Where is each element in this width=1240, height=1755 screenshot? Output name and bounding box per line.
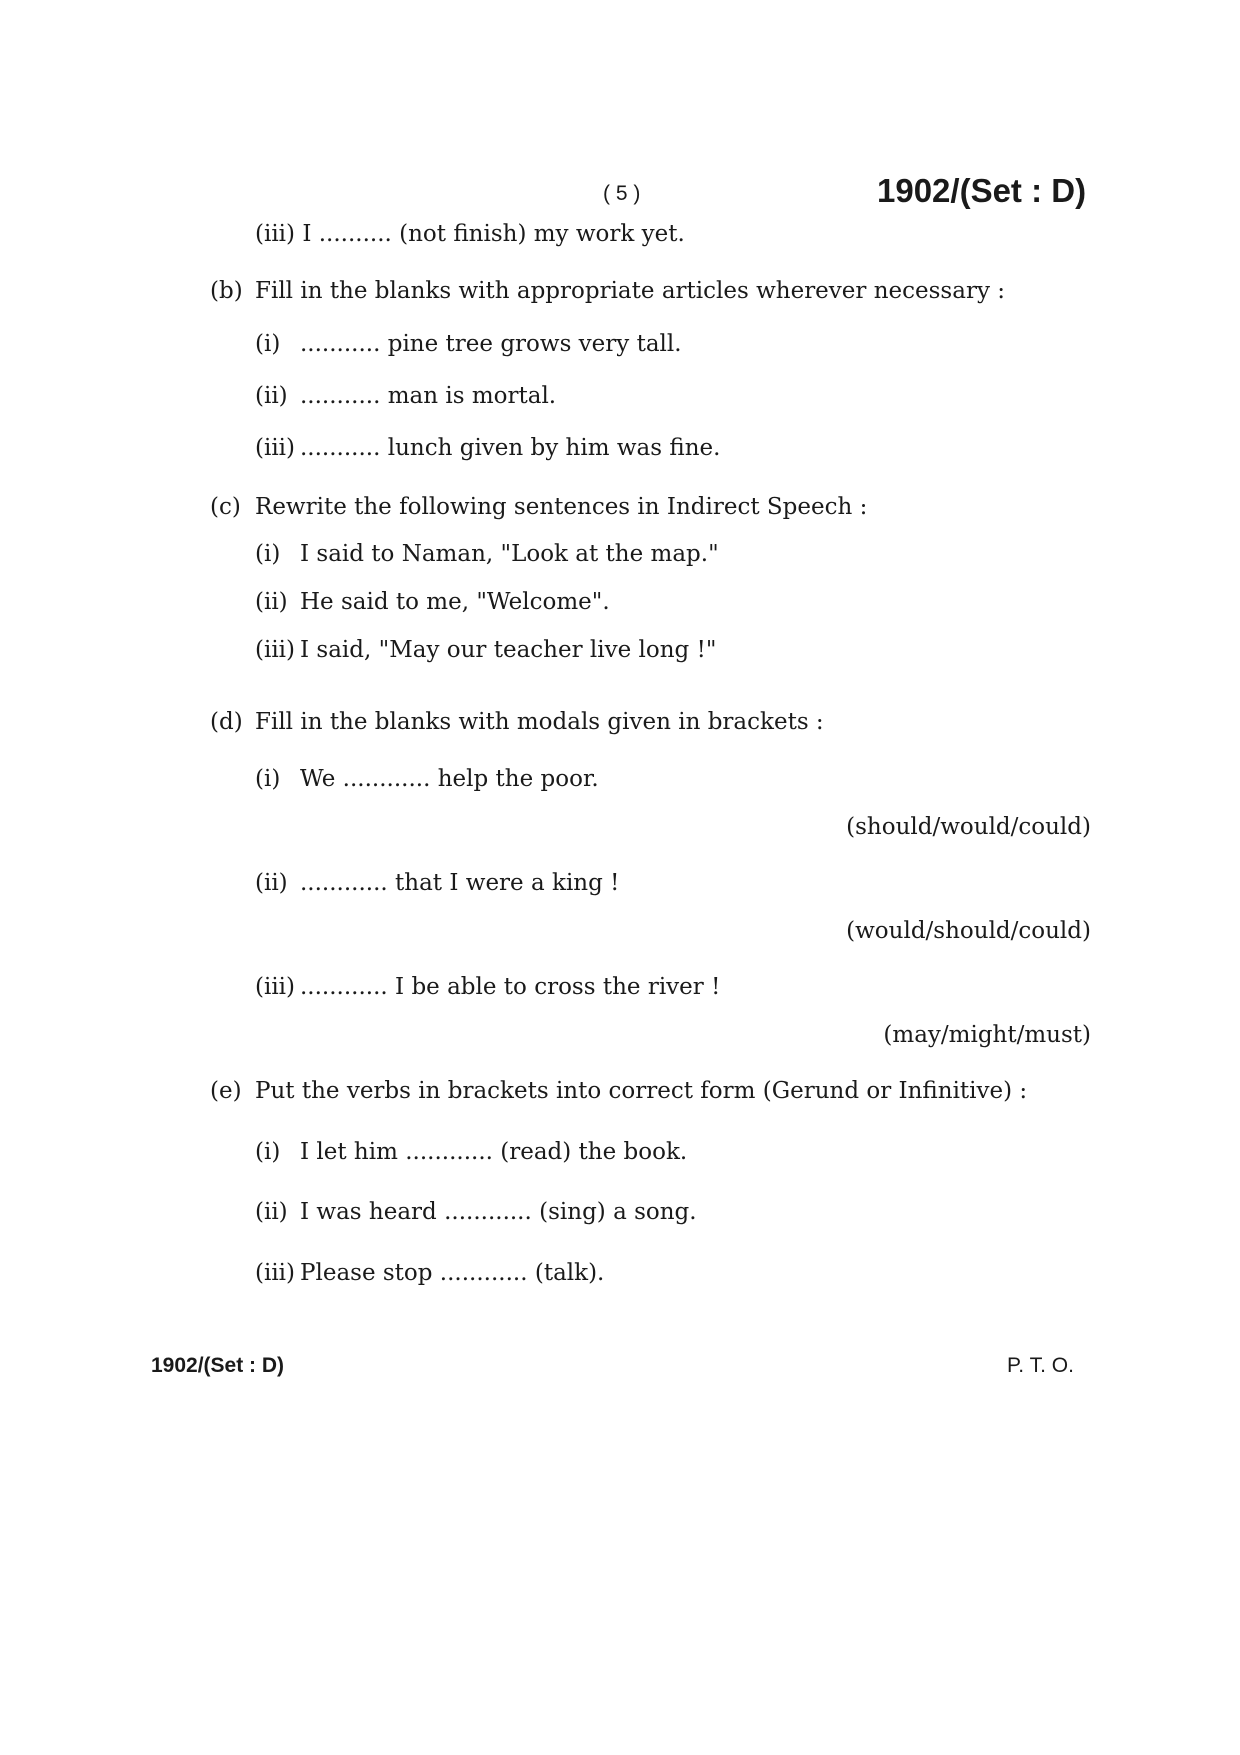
section-e-instruction: Put the verbs in brackets into correct form (Gerund or Infinitive) : — [255, 1078, 1028, 1104]
section-b-item-3-num: (iii) — [255, 435, 296, 461]
section-d-item-2-options: (would/should/could) — [846, 918, 1091, 944]
section-c-item-2: He said to me, "Welcome". — [300, 589, 610, 615]
section-d-item-1: We ............ help the poor. — [300, 766, 599, 792]
section-c-item-3: I said, "May our teacher live long !" — [300, 637, 717, 663]
section-b-item-2-num: (ii) — [255, 383, 288, 409]
section-d-item-3-num: (iii) — [255, 974, 296, 1000]
section-d-item-3: ............ I be able to cross the river ! — [300, 974, 721, 1000]
section-c-instruction: Rewrite the following sentences in Indirect Speech : — [255, 494, 868, 520]
section-c-item-2-num: (ii) — [255, 589, 288, 615]
section-e-item-2: I was heard ............ (sing) a song. — [300, 1199, 697, 1225]
paper-code-footer: 1902/(Set : D) — [151, 1354, 285, 1377]
section-d-item-1-options: (should/would/could) — [846, 814, 1091, 840]
section-e-item-3: Please stop ............ (talk). — [300, 1260, 605, 1286]
page-number: ( 5 ) — [603, 182, 641, 205]
section-c-item-1: I said to Naman, "Look at the map." — [300, 541, 719, 567]
section-e-item-1: I let him ............ (read) the book. — [300, 1139, 688, 1165]
section-d-item-3-options: (may/might/must) — [883, 1022, 1091, 1048]
pto-label: P. T. O. — [1007, 1354, 1074, 1377]
section-d-item-2: ............ that I were a king ! — [300, 870, 620, 896]
section-e-item-1-num: (i) — [255, 1139, 281, 1165]
section-b-instruction: Fill in the blanks with appropriate articles wherever necessary : — [255, 278, 1005, 304]
section-e-item-3-num: (iii) — [255, 1260, 296, 1286]
section-b-item-1: ........... pine tree grows very tall. — [300, 331, 682, 357]
section-e-item-2-num: (ii) — [255, 1199, 288, 1225]
section-c-label: (c) — [210, 494, 241, 520]
section-d-item-2-num: (ii) — [255, 870, 288, 896]
section-d-instruction: Fill in the blanks with modals given in brackets : — [255, 709, 824, 735]
section-b-item-1-num: (i) — [255, 331, 281, 357]
section-b-label: (b) — [210, 278, 243, 304]
section-b-item-2: ........... man is mortal. — [300, 383, 557, 409]
carry-over-item: (iii) I .......... (not finish) my work yet. — [255, 221, 685, 247]
section-c-item-3-num: (iii) — [255, 637, 296, 663]
paper-code-header: 1902/(Set : D) — [877, 172, 1087, 209]
section-d-item-1-num: (i) — [255, 766, 281, 792]
section-e-label: (e) — [210, 1078, 242, 1104]
section-c-item-1-num: (i) — [255, 541, 281, 567]
section-b-item-3: ........... lunch given by him was fine. — [300, 435, 721, 461]
section-d-label: (d) — [210, 709, 243, 735]
